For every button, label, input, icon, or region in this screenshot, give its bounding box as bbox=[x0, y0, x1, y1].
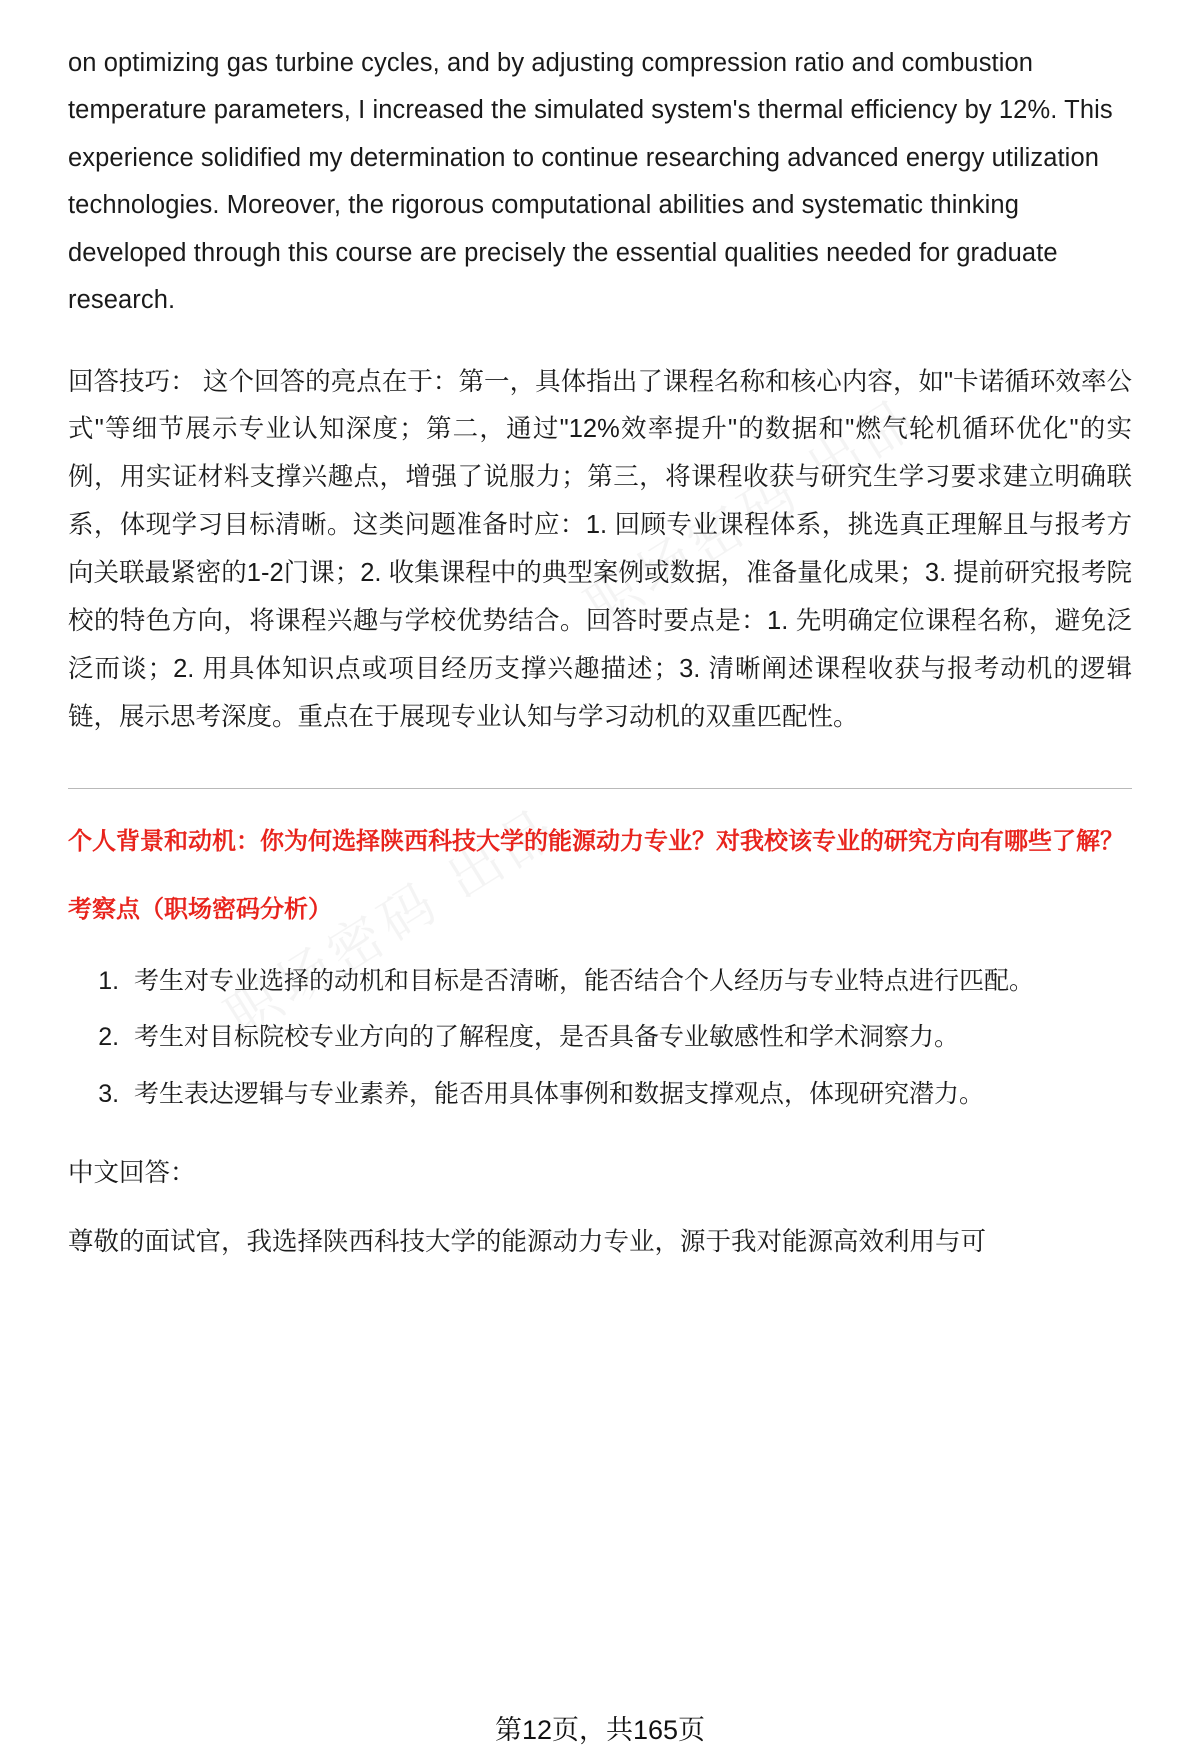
list-item: 1. 考生对专业选择的动机和目标是否清晰，能否结合个人经历与专业特点进行匹配。 bbox=[126, 958, 1132, 1004]
document-content bbox=[68, 40, 1132, 1266]
chinese-answer-label: 中文回答： bbox=[68, 1158, 196, 1187]
paragraph-english-continuation: on optimizing gas turbine cycles, and by adjusting compression ratio and combustion temperature parameters, I increased the simulated system's thermal efficiency by 12%. This experience solidified my determination to continue researching advanced energy utilization technologies. Moreover, the rigorous computational abilities and systematic thinking developed through this course are precisely the essential qualities needed for graduate research. bbox=[68, 49, 1113, 315]
section-divider bbox=[68, 788, 1132, 789]
list-item: 3. 考生表达逻辑与专业素养，能否用具体事例和数据支撑观点，体现研究潜力。 bbox=[126, 1071, 1132, 1117]
assessment-subheading: 考察点（职场密码分析） bbox=[68, 896, 332, 924]
page-footer: 第12页，共165页 bbox=[494, 1715, 706, 1745]
assessment-points-list bbox=[68, 958, 1132, 1117]
chinese-answer-text: 尊敬的面试官，我选择陕西科技大学的能源动力专业，源于我对能源高效利用与可 bbox=[68, 1227, 987, 1256]
question-heading: 个人背景和动机：你为何选择陕西科技大学的能源动力专业？对我校该专业的研究方向有哪些了解？ bbox=[68, 828, 1124, 856]
list-item: 2. 考生对目标院校专业方向的了解程度，是否具备专业敏感性和学术洞察力。 bbox=[126, 1014, 1132, 1060]
paragraph-answer-tips: 回答技巧： 这个回答的亮点在于：第一，具体指出了课程名称和核心内容，如"卡诺循环效率公式"等细节展示专业认知深度；第二，通过"12%效率提升"的数据和"燃气轮机循环优化"的实例，用实证材料支撑兴趣点，增强了说服力；第三，将课程收获与研究生学习要求建立明确联系，体现学习目标清晰。这类问题准备时应：1. 回顾专业课程体系，挑选真正理解且与报考方向关联最紧密的1-2门课；2. 收集课程中的典型案例或数据，准备量化成果；3. 提前研究报考院校的特色方向，将课程兴趣与学校优势结合。回答时要点是：1. 先明确定位课程名称，避免泛泛而谈；2. 用具体知识点或项目经历支撑兴趣描述；3. 清晰阐述课程收获与报考动机的逻辑链，展示思考深度。重点在于展现专业认知与学习动机的双重匹配性。 bbox=[68, 367, 1132, 732]
